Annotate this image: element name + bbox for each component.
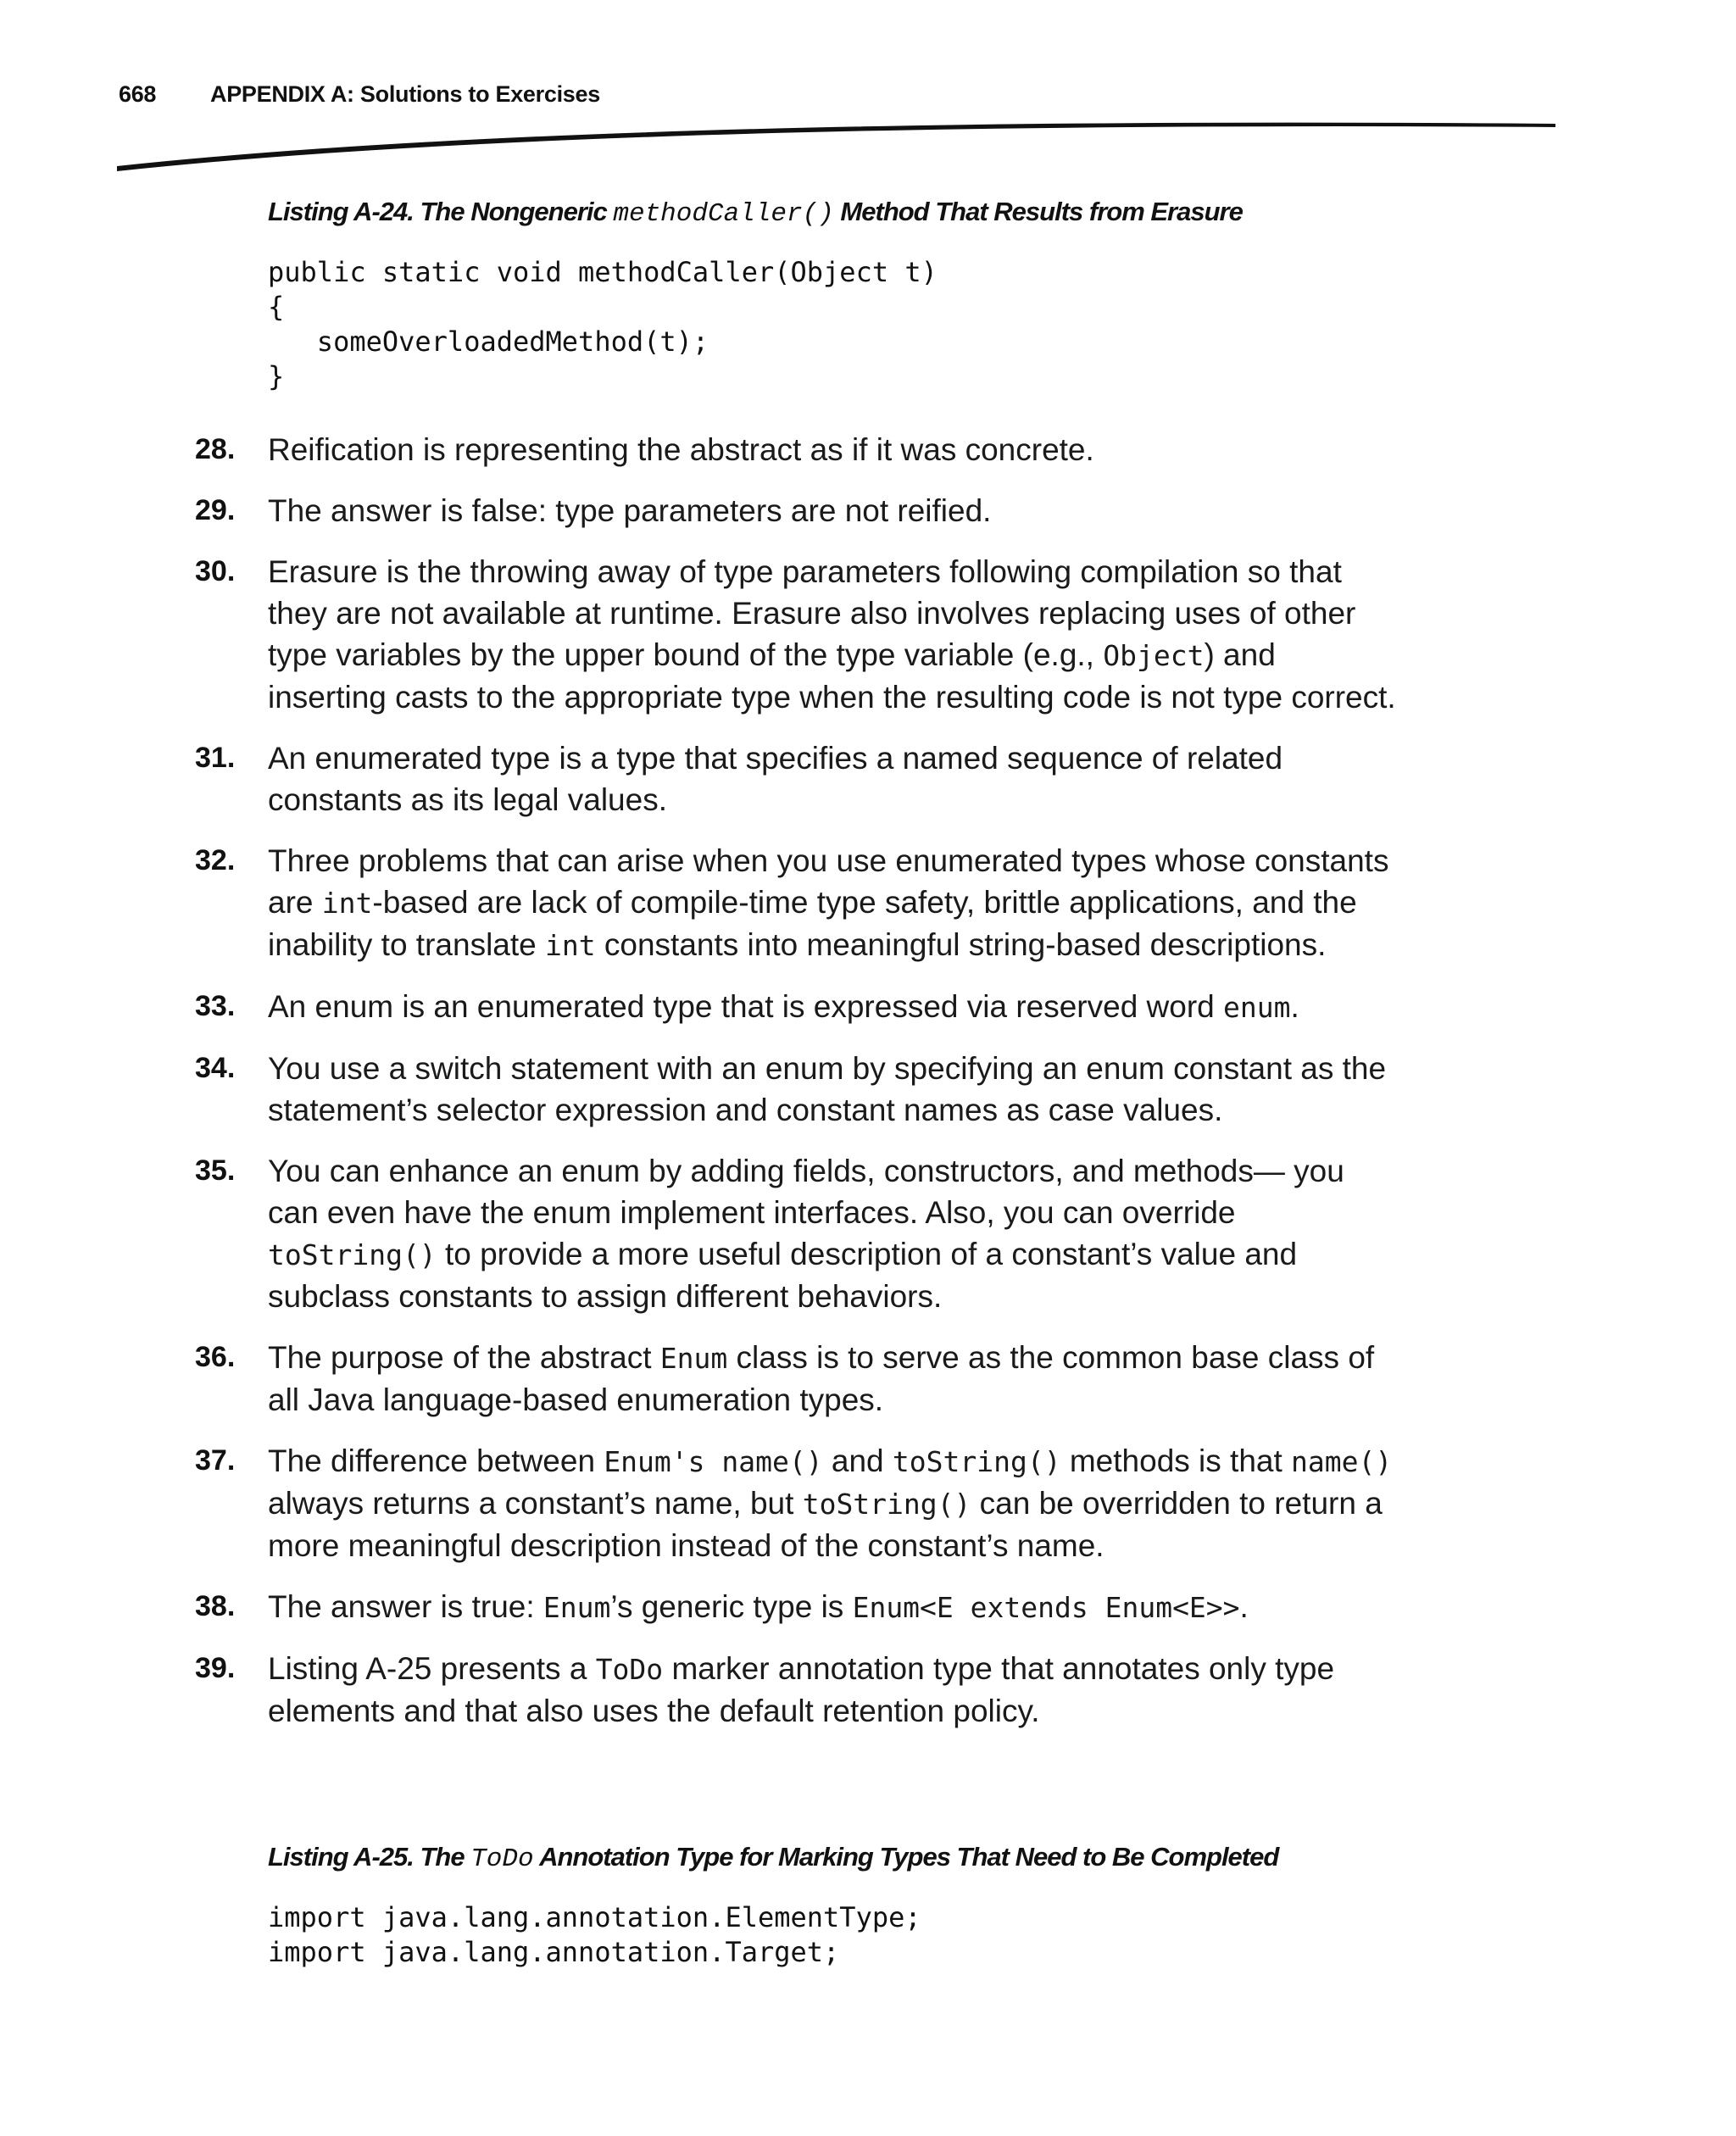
answer-item — [195, 1648, 1399, 1732]
answer-text — [268, 1586, 1399, 1628]
text-run: The answer is false: type parameters are not reified. — [268, 493, 992, 528]
listing-a24-code: public static void methodCaller(Object t) { someOverloadedMethod(t); } — [268, 256, 938, 392]
text-run: ) and inserting casts to the appropriate type when the resulting code is not type correct. — [268, 637, 1396, 715]
text-run: Listing A-25 presents a — [268, 1651, 596, 1686]
answer-item — [195, 1586, 1399, 1628]
answer-item — [195, 1440, 1399, 1566]
page-number: 668 — [119, 81, 157, 107]
text-run: The purpose of the abstract — [268, 1340, 660, 1375]
inline-code: Enum — [542, 1591, 611, 1624]
text-run: to provide a more useful description of a constant’s value and subclass constants to assign different behaviors. — [268, 1237, 1298, 1314]
text-run: can be overridden to return a more meaningful description instead of the constant’s name. — [268, 1486, 1383, 1563]
answer-number: 36. — [195, 1341, 236, 1373]
text-run: The difference between — [268, 1443, 604, 1478]
answer-text — [268, 986, 1399, 1028]
answer-number: 37. — [195, 1444, 236, 1477]
text-run: marker annotation type that annotates only type elements and that also uses the default retention policy. — [268, 1651, 1335, 1728]
answer-text — [268, 429, 1399, 470]
text-run: always returns a constant’s name, but — [268, 1486, 803, 1521]
listing-a25-caption-code: ToDo — [470, 1844, 534, 1874]
listing-a25-caption: Listing A-25. The ToDo Annotation Type for Marking Types That Need to Be Completed — [268, 1842, 1279, 1874]
answer-text — [268, 1440, 1399, 1566]
answer-item — [195, 1150, 1399, 1317]
listing-a25-code: import java.lang.annotation.ElementType; import java.lang.annotation.Target; — [268, 1901, 921, 1968]
answer-number: 28. — [195, 433, 236, 465]
answer-text — [268, 1648, 1399, 1732]
text-run: constants into meaningful string-based descriptions. — [595, 927, 1327, 962]
text-run: You can enhance an enum by adding fields, constructors, and methods— you can even have the enum implement interfaces. Also, you can override — [268, 1154, 1344, 1230]
text-run: You use a switch statement with an enum by specifying an enum constant as the statement’s selector expression and constant names as case values. — [268, 1051, 1387, 1127]
text-run: class is to serve as the common base class of all Java language-based enumeration types. — [268, 1340, 1375, 1417]
answer-text — [268, 840, 1399, 966]
inline-code: int — [321, 887, 373, 920]
text-run: An enumerated type is a type that specifies a named sequence of related constants as its legal values. — [268, 741, 1283, 817]
text-run: Reification is representing the abstract as if it was concrete. — [268, 432, 1094, 467]
answer-text — [268, 551, 1399, 718]
answer-text — [268, 737, 1399, 820]
text-run: Three problems that can arise when you use enumerated types whose constants are — [268, 843, 1389, 920]
listing-a24-caption-code: methodCaller() — [613, 199, 834, 229]
inline-code: toString() — [892, 1445, 1061, 1478]
text-run: . — [1239, 1589, 1249, 1624]
answer-item — [195, 1048, 1399, 1131]
text-run: and — [822, 1443, 893, 1478]
inline-code: Enum — [659, 1342, 728, 1375]
inline-code: Enum<E extends Enum<E>> — [852, 1591, 1240, 1624]
answer-item — [195, 429, 1399, 470]
answer-number: 35. — [195, 1154, 236, 1187]
inline-code: enum — [1223, 991, 1291, 1024]
inline-code: toString() — [802, 1488, 971, 1521]
text-run: ’s generic type is — [610, 1589, 853, 1624]
answer-text — [268, 1337, 1399, 1421]
text-run: . — [1290, 989, 1299, 1024]
answer-item — [195, 551, 1399, 718]
inline-code: Object — [1103, 639, 1205, 672]
answer-item — [195, 1337, 1399, 1421]
answer-number: 32. — [195, 844, 236, 876]
inline-code: Enum's name() — [604, 1445, 823, 1478]
running-header — [119, 81, 600, 108]
text-run: The answer is true: — [268, 1589, 543, 1624]
answer-number: 38. — [195, 1590, 236, 1622]
text-run: -based are lack of compile-time type safety, brittle applications, and the inability to translate — [268, 885, 1357, 962]
text-run: Erasure is the throwing away of type parameters following compilation so that they are not available at runtime. Erasure also involves replacing uses of other type variables by the upper bound of the type variable (e.g., — [268, 554, 1356, 672]
answer-item — [195, 986, 1399, 1028]
inline-code: name() — [1291, 1445, 1393, 1478]
running-title: APPENDIX A: Solutions to Exercises — [210, 81, 600, 107]
inline-code: int — [545, 929, 596, 962]
inline-code: toString() — [268, 1238, 437, 1271]
text-run: methods is that — [1060, 1443, 1292, 1478]
answer-item — [195, 840, 1399, 966]
answer-item — [195, 737, 1399, 820]
text-run: An enum is an enumerated type that is expressed via reserved word — [268, 989, 1224, 1024]
answer-number: 30. — [195, 555, 236, 587]
answer-number: 31. — [195, 742, 236, 774]
answer-text — [268, 1048, 1399, 1131]
answer-number: 34. — [195, 1052, 236, 1084]
listing-a24-caption: Listing A-24. The Nongeneric methodCaller() Method That Results from Erasure — [268, 197, 1243, 229]
answer-text — [268, 490, 1399, 531]
answer-number: 33. — [195, 990, 236, 1022]
answer-list — [195, 429, 1399, 1751]
answer-item — [195, 490, 1399, 531]
inline-code: ToDo — [595, 1653, 664, 1686]
answer-number: 29. — [195, 494, 236, 526]
header-curve-rule — [0, 110, 1736, 178]
answer-text — [268, 1150, 1399, 1317]
answer-number: 39. — [195, 1652, 236, 1684]
